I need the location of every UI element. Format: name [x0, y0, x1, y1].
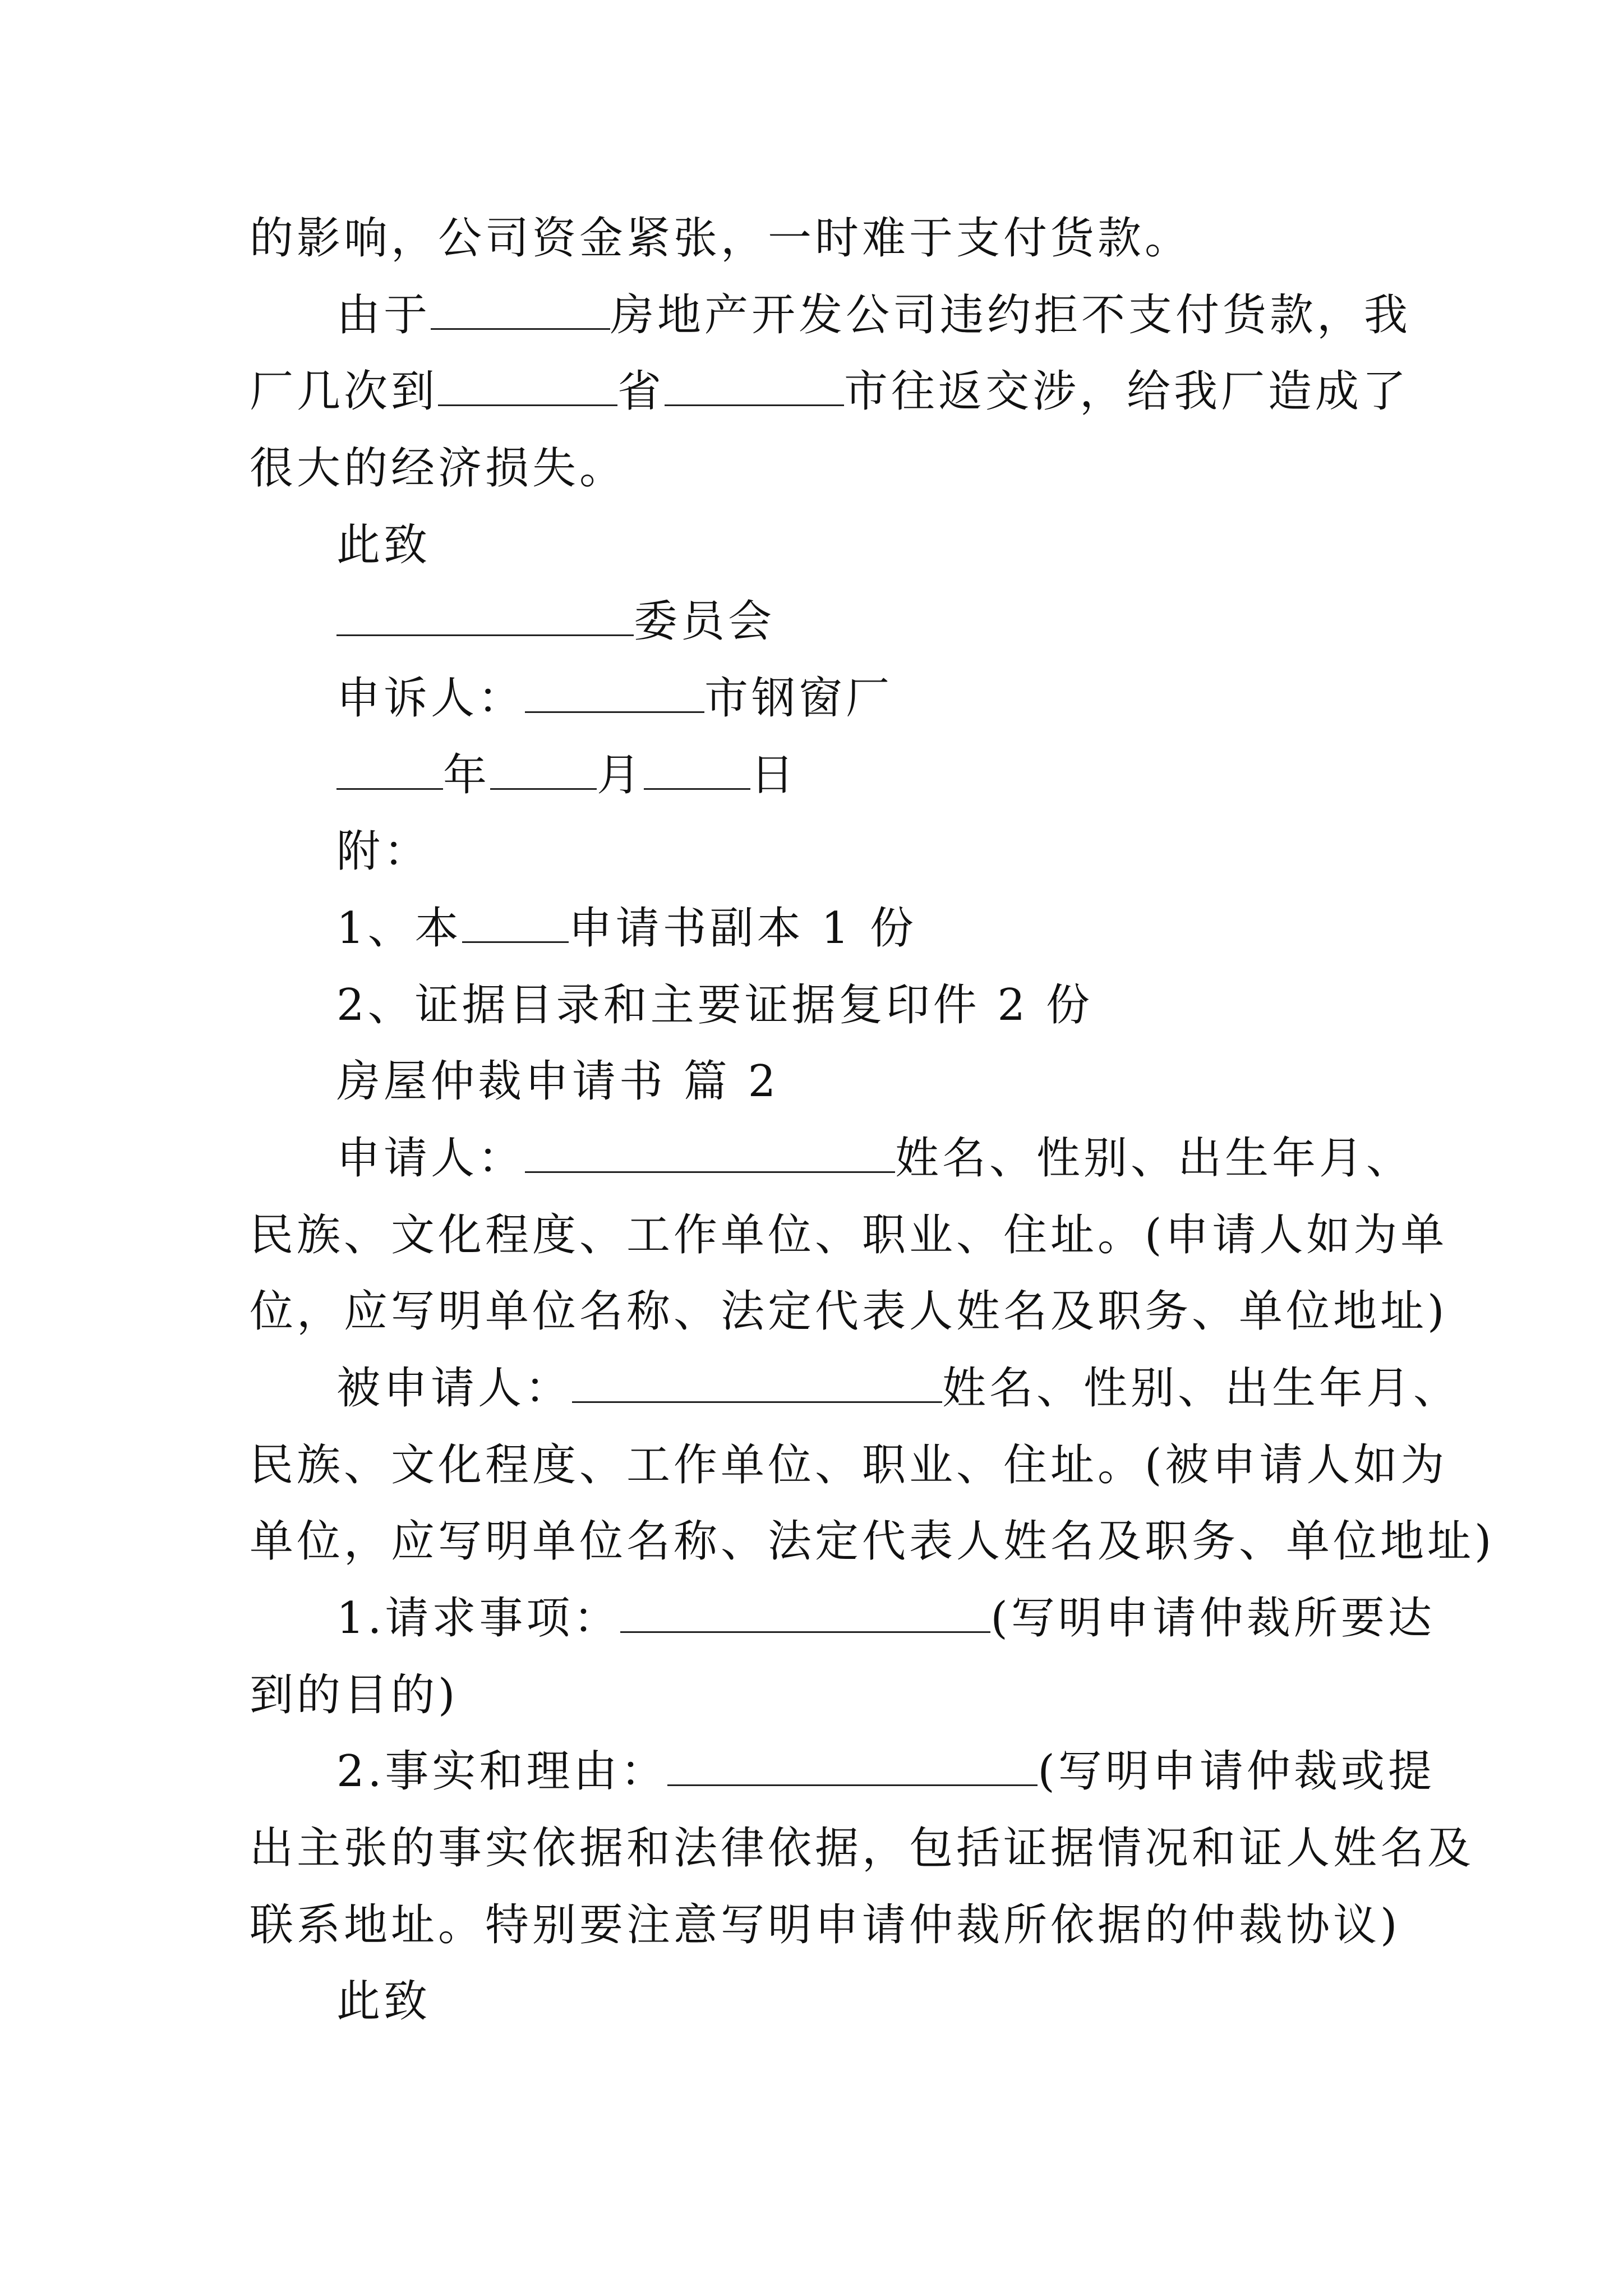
text-line: 出主张的事实依据和法律依据，包括证据情况和证人姓名及	[250, 1823, 1475, 1874]
text-line: 位，应写明单位名称、法定代表人姓名及职务、单位地址)	[250, 1286, 1448, 1337]
text-line: 附：	[336, 826, 431, 877]
text-line: 2.事实和理由： (写明申请仲裁或提	[336, 1746, 1435, 1797]
fill-blank	[525, 677, 704, 713]
text-line: 2、证据目录和主要证据复印件 2 份	[336, 980, 1093, 1030]
text-line: 很大的经济损失。	[250, 443, 627, 494]
fill-blank	[525, 1137, 895, 1173]
fill-blank	[431, 293, 610, 330]
text-line: 厂几次到 省 市往返交涉，给我厂造成了	[250, 366, 1410, 417]
text-line: 民族、文化程度、工作单位、职业、住址。(申请人如为单	[250, 1210, 1448, 1260]
fill-blank	[438, 370, 617, 406]
section-heading: 房屋仲裁申请书 篇 2	[336, 1056, 780, 1107]
text-line: 委员会	[336, 593, 1492, 650]
fill-blank	[462, 907, 569, 943]
text-line: 1.请求事项： (写明申请仲裁所要达	[336, 1593, 1435, 1644]
text-line: 到的目的)	[250, 1670, 459, 1720]
fill-blank	[336, 753, 443, 790]
text-line: 申诉人： 市钢窗厂	[336, 673, 893, 724]
text-line: 民族、文化程度、工作单位、职业、住址。(被申请人如为	[250, 1440, 1448, 1490]
text-line: 申请人： 姓名、性别、出生年月、	[336, 1133, 1414, 1184]
text-line: 由于 房地产开发公司违约拒不支付货款，我	[336, 290, 1412, 341]
fill-blank	[572, 1366, 942, 1403]
fill-blank	[644, 753, 750, 790]
text-line: 的影响，公司资金紧张，一时难于支付货款。	[250, 213, 1192, 264]
text-line: 联系地址。特别要注意写明申请仲裁所依据的仲裁协议)	[250, 1900, 1401, 1950]
fill-blank	[620, 1596, 990, 1633]
fill-blank	[665, 370, 844, 406]
text-line: 单位，应写明单位名称、法定代表人姓名及职务、单位地址)	[250, 1516, 1495, 1567]
date-line: 年 月 日	[336, 747, 1492, 803]
text-line: 1、本 申请书副本 1 份	[336, 903, 917, 954]
fill-blank	[667, 1750, 1038, 1786]
fill-blank	[490, 753, 597, 790]
fill-blank	[336, 600, 634, 636]
text-line: 被申请人： 姓名、性别、出生年月、	[336, 1363, 1461, 1414]
text-line: 此致	[336, 1976, 431, 2027]
text-line: 此致	[336, 520, 431, 570]
